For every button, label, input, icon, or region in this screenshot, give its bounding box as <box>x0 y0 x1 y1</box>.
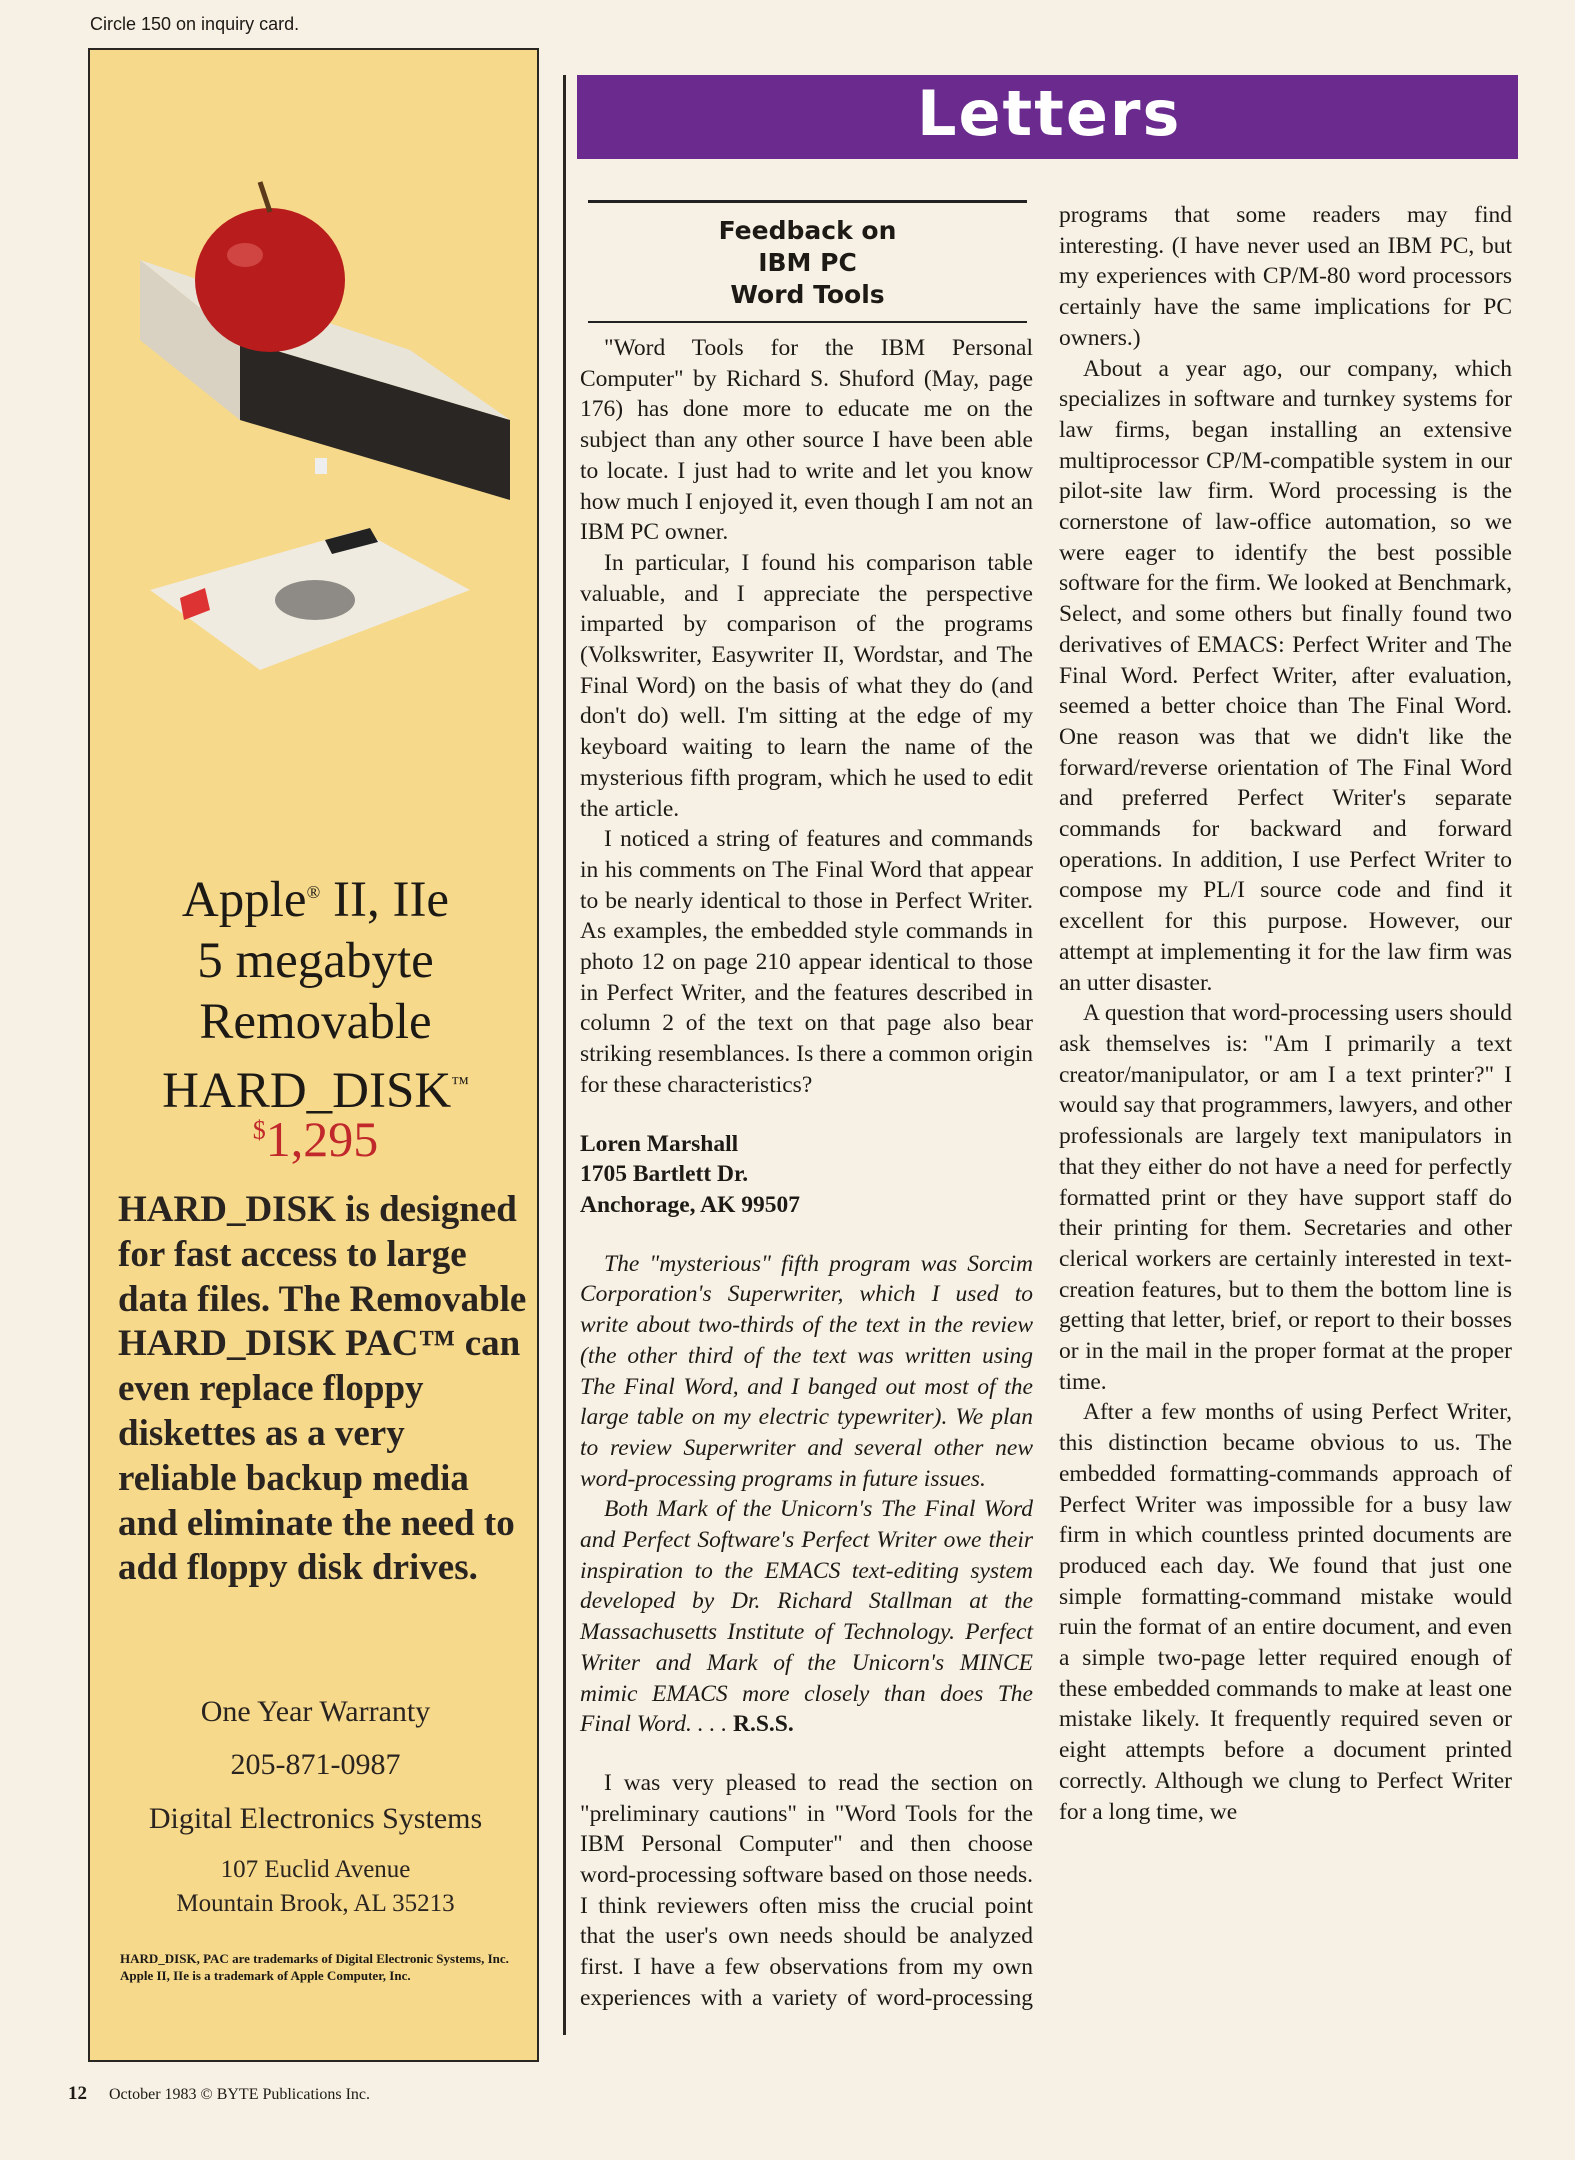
headline-line: Feedback on <box>718 216 897 245</box>
letter-paragraph: "Word Tools for the IBM Personal Computer" by Richard S. Shuford (May, page 176) has done more to educate me on the subject than any other source I have been able to locate. I just had to write and let you know how much I enjoyed it, even though I am not an IBM PC owner. <box>580 335 1033 546</box>
price-currency: $ <box>252 1115 266 1145</box>
editor-reply: The "mysterious" fifth program was Sorcim Corporation's Superwriter, which I used to write about two-thirds of the text in the review (the other third of the text was written using The Final Word, and I banged out most of the large table on my electric typewriter). We plan to review Superwriter and several other new word-processing programs in future issues. <box>580 1250 1033 1492</box>
page-number: 12 <box>68 2083 87 2104</box>
ad-company: Digital Electronics Systems <box>148 1802 483 1835</box>
column-divider <box>563 75 566 2035</box>
letter-paragraph: A question that word-processing users should ask themselves is: "Am I primarily a text creator/manipulator, or am I a text printer?" I would say that programmers, lawyers, and other professionals are largely text manipulators in that they either do not have a need for perfectly formatted print or they have support staff do their printing for them. Secretaries and other clerical workers are certainly interested in text-creation features, but to them the bottom line is getting that letter, brief, or report to their bosses or in the mail in the proper format at the proper time. <box>1059 1000 1512 1395</box>
ad-headline <box>90 862 541 1122</box>
signature-city: Anchorage, AK 99507 <box>580 1191 800 1218</box>
ad-title-apple: Apple <box>181 872 307 928</box>
letter-paragraph: I was very pleased to read the section on "preliminary cautions" in "Word Tools for the IBM Personal Computer" and then choose word-processing software based on those needs. I think reviewers often miss the crucial point that the user's own needs should be analyzed first. I have a few observations from my own experiences with a variety of word-processing programs that some readers may find interesting. (I have never used an IBM PC, but my experiences with CP/M-80 word processors certainly have the same implications for PC owners.) <box>580 202 1512 2011</box>
letter-paragraph: In particular, I found his comparison table valuable, and I appreciate the perspective imparted by comparison of the programs (Volkswriter, Easywriter II, Wordstar, and The Final Word) on the basis of what they do (and don't do) well. I'm sitting at the edge of my keyboard waiting to learn the name of the mysterious fifth program, which he used to edit the article. <box>580 549 1033 822</box>
ad-body: HARD_DISK is designed for fast access to large data files. The Removable HARD_DISK PAC™ can even replace floppy diskettes as a very reliable backup media and eliminate the need to add floppy disk drives. <box>118 1189 527 1589</box>
trademark-note-2: Apple II, IIe is a trademark of Apple Computer, Inc. <box>120 1968 411 1983</box>
headline-line: IBM PC <box>758 248 857 277</box>
registered-mark: ® <box>306 882 321 902</box>
ad-trademarks <box>120 1950 520 1984</box>
editor-reply: Both Mark of the Unicorn's The Final Word and Perfect Software's Perfect Writer owe their inspiration to the EMACS text-editing system developed by Dr. Richard Stallman at the Massachusetts Institute of Technology. Perfect Writer and Mark of the Unicorn's MINCE mimic EMACS more closely than does The Final Word. . . . <box>580 1496 1033 1738</box>
ad-price <box>90 1110 541 1168</box>
page-footer <box>68 2083 370 2105</box>
letter-paragraph: After a few months of using Perfect Writer, this distinction became obvious to us. The embedded formatting-commands approach of Perfect Writer was impossible for a busy law firm in which countless printed documents are produced each day. We found that just one simple formatting-command mistake would ruin the format of an entire document, and even a simple two-page letter required enough of these embedded commands to make at least one mistake likely. It frequently required seven or eight attempts before a document printed correctly. Although we clung to Perfect Writer for a long time, we <box>1059 1399 1512 1825</box>
letter-paragraph: I noticed a string of features and commands in his comments on The Final Word that appear to be nearly identical to those in Perfect Writer. As examples, the embedded style commands in photo 12 on page 210 appear identical to those in Perfect Writer, and the features described in column 2 of the text on that page also bear striking resemblances. Is there a common origin for these characteristics? <box>580 826 1033 1098</box>
signature-street: 1705 Bartlett Dr. <box>580 1161 749 1188</box>
ad-phone: 205-871-0987 <box>230 1748 401 1781</box>
letter-headline <box>588 200 1027 323</box>
section-title: Letters <box>917 77 1182 150</box>
letters-columns <box>580 200 1512 2040</box>
ad-warranty: One Year Warranty <box>200 1695 431 1728</box>
ad-title-product: HARD_DISK <box>162 1063 452 1119</box>
reply-signature: R.S.S. <box>732 1711 794 1738</box>
trademark-note-1: HARD_DISK, PAC are trademarks of Digital Electronic Systems, Inc. <box>120 1951 509 1966</box>
section-banner <box>577 75 1518 159</box>
letter-paragraph: About a year ago, our company, which specializes in software and turnkey systems for law firms, began installing an extensive multiprocessor CP/M-compatible system in our pilot-site law firm. Word processing is the cornerstone of law-office automation, so we were eager to identify the best possible software for the firm. We looked at Benchmark, Select, and some others but finally found two derivatives of EMACS: Perfect Writer and The Final Word. Perfect Writer, after evaluation, seemed a better choice than The Final Word. One reason was that we didn't like the forward/reverse orientation of The Final Word and preferred Perfect Writer's separate commands for backward and forward operations. In addition, I use Perfect Writer to compose my PL/I source code and find it excellent for this purpose. However, our attempt at implementing it for the law firm was an utter disaster. <box>1059 355 1512 996</box>
hard-disk-ad <box>88 48 539 2062</box>
apple-on-disk-drive-illustration <box>110 170 530 770</box>
footer-text: October 1983 © BYTE Publications Inc. <box>109 2086 370 2103</box>
ad-street: 107 Euclid Avenue <box>220 1856 411 1883</box>
signature-name: Loren Marshall <box>580 1130 739 1157</box>
ad-city: Mountain Brook, AL 35213 <box>176 1890 455 1917</box>
inquiry-note: Circle 150 on inquiry card. <box>90 14 300 34</box>
trademark-mark: ™ <box>451 1073 469 1093</box>
letter-signature <box>580 1129 1033 1221</box>
ad-title-models: II, IIe <box>320 872 450 928</box>
ad-title-removable: Removable <box>199 994 432 1050</box>
price-value: 1,295 <box>265 1111 379 1167</box>
ad-title-capacity: 5 megabyte <box>197 933 434 989</box>
headline-line: Word Tools <box>730 280 885 309</box>
